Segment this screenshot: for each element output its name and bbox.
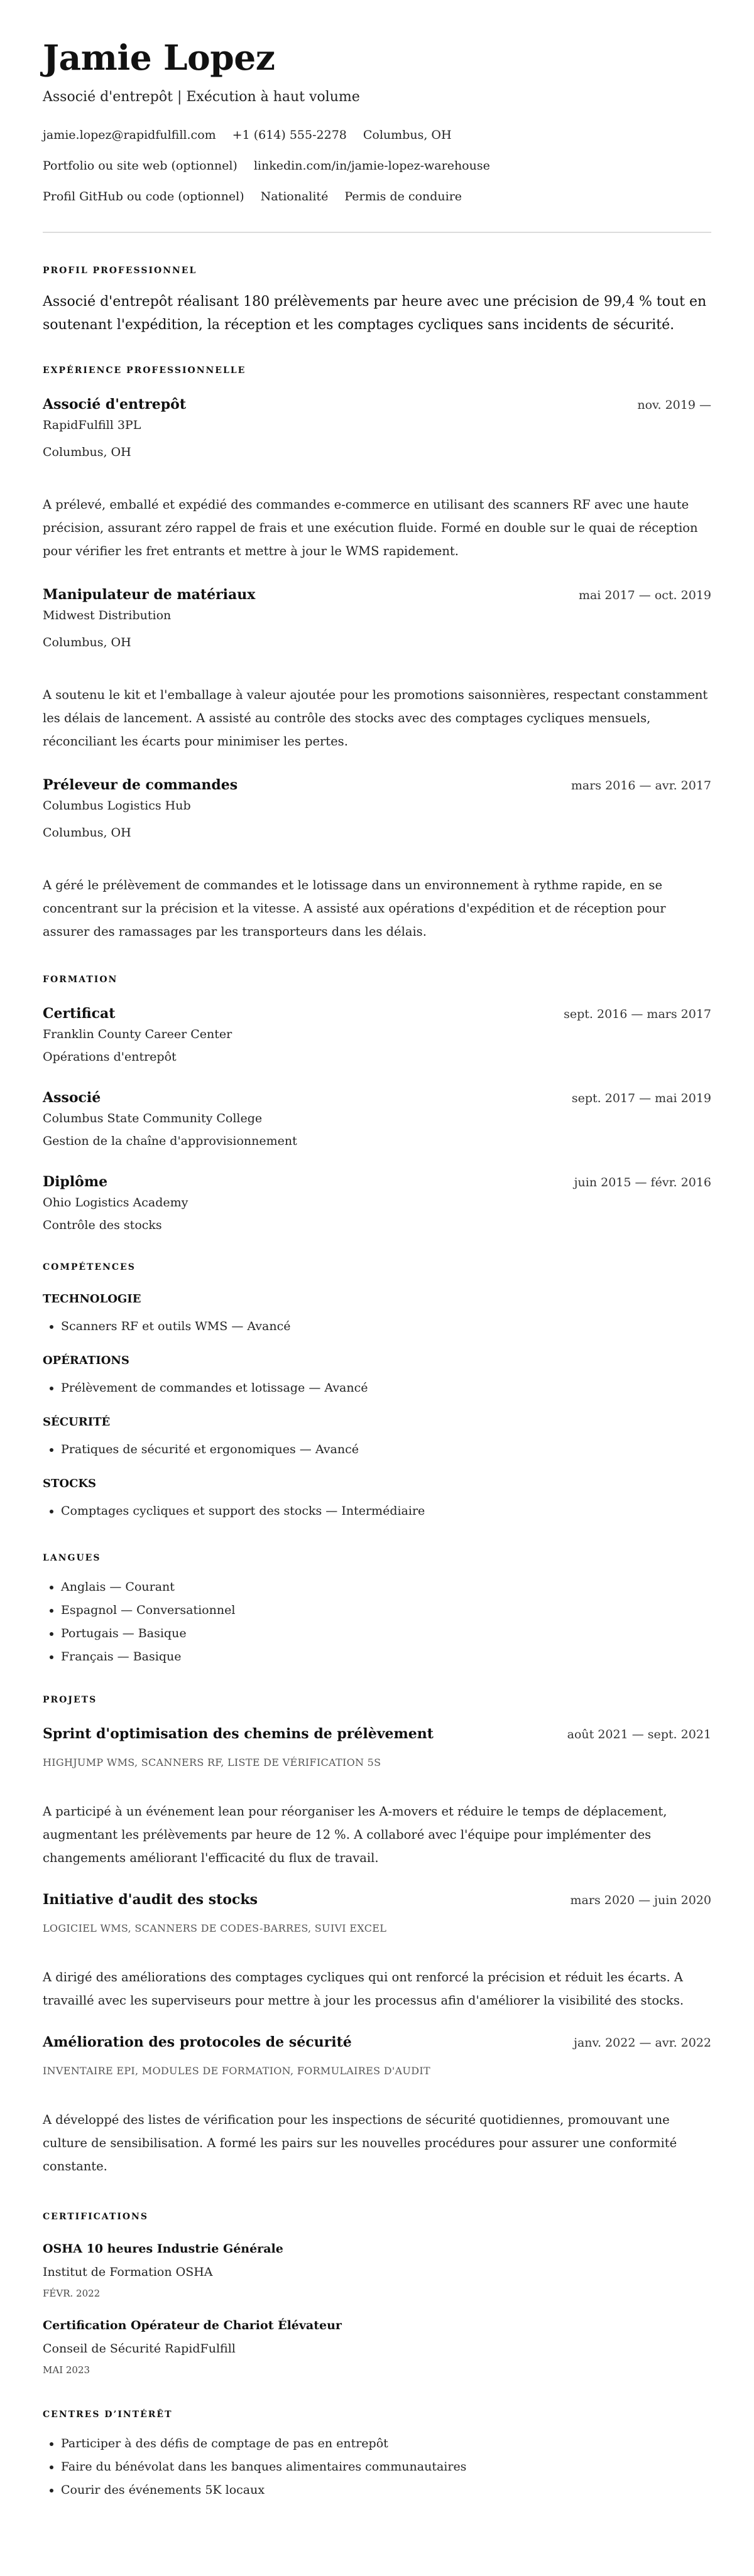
portfolio-link[interactable]: Portfolio ou site web (optionnel) (43, 159, 238, 173)
education-entry (43, 1004, 711, 1068)
company: RapidFulfill 3PL (43, 418, 141, 432)
language-item: • Espagnol — Conversationnel (61, 1599, 711, 1622)
section-heading: COMPÉTENCES (43, 1262, 136, 1272)
certification-entry (43, 2316, 711, 2378)
contact-row (43, 126, 711, 144)
field-of-study: Gestion de la chaîne d'approvisionnement (43, 1134, 297, 1148)
certification-title: OSHA 10 heures Industrie Générale (43, 2242, 283, 2256)
candidate-name: Jamie Lopez (43, 37, 275, 78)
project-title: Sprint d'optimisation des chemins de prélèvement (43, 1726, 434, 1742)
project-dates: mars 2020 — juin 2020 (570, 1893, 711, 1907)
project-title: Amélioration des protocoles de sécurité (43, 2034, 352, 2050)
certification-issuer: Conseil de Sécurité RapidFulfill (43, 2342, 236, 2356)
certifications-section (43, 2211, 711, 2378)
interests-section (43, 2408, 711, 2502)
certification-title: Certification Opérateur de Chariot Élévateur (43, 2319, 342, 2332)
company: Midwest Distribution (43, 609, 172, 622)
job-entry (43, 395, 711, 563)
job-location: Columbus, OH (43, 445, 131, 459)
summary-section (43, 264, 711, 337)
skill-list (43, 1377, 711, 1399)
skill-category: TECHNOLOGIE (43, 1292, 141, 1306)
school: Franklin County Career Center (43, 1027, 232, 1041)
field-of-study: Opérations d'entrepôt (43, 1050, 177, 1064)
education-section (43, 973, 711, 1236)
education-dates: sept. 2017 — mai 2019 (571, 1091, 711, 1105)
project-description: A développé des listes de vérification pour les inspections de sécurité quotidiennes, promouvant une culture de sensibilisation. A formé les pairs sur les nouvelles procédures pour assurer une conformité constante. (43, 2113, 677, 2173)
contact-row (43, 187, 711, 206)
projects-section (43, 1694, 711, 2178)
language-list (43, 1576, 711, 1669)
skill-item: • Prélèvement de commandes et lotissage — Avancé (61, 1377, 711, 1399)
language-item: • Français — Basique (61, 1645, 711, 1669)
job-location: Columbus, OH (43, 826, 131, 840)
section-heading: PROJETS (43, 1695, 97, 1705)
interest-list (43, 2432, 711, 2502)
linkedin-link[interactable]: linkedin.com/in/jamie-lopez-warehouse (253, 159, 490, 173)
project-entry (43, 1724, 711, 1870)
skill-category: STOCKS (43, 1477, 97, 1490)
languages-section (43, 1552, 711, 1669)
email-link[interactable]: jamie.lopez@rapidfulfill.com (43, 128, 216, 142)
skill-item: • Comptages cycliques et support des stocks — Intermédiaire (61, 1500, 711, 1522)
education-entry (43, 1172, 711, 1236)
job-title: Préleveur de commandes (43, 777, 238, 793)
school: Columbus State Community College (43, 1112, 263, 1125)
experience-section (43, 364, 711, 943)
skill-item: • Scanners RF et outils WMS — Avancé (61, 1316, 711, 1337)
degree: Certificat (43, 1005, 116, 1022)
github-link[interactable]: Profil GitHub ou code (optionnel) (43, 190, 244, 203)
project-dates: août 2021 — sept. 2021 (567, 1728, 711, 1741)
drivers-license: Permis de conduire (344, 190, 462, 203)
job-description: A soutenu le kit et l'emballage à valeur ajoutée pour les promotions saisonnières, respectant constamment les délais de lancement. A assisté au contrôle des stocks avec des comptages cycliques mensuels, réconciliant les écarts pour minimiser les pertes. (43, 688, 708, 749)
project-tech: LOGICIEL WMS, SCANNERS DE CODES-BARRES, SUIVI EXCEL (43, 1922, 387, 1934)
project-dates: janv. 2022 — avr. 2022 (574, 2036, 711, 2050)
project-entry (43, 1890, 711, 2012)
section-heading: PROFIL PROFESSIONNEL (43, 266, 197, 276)
interest-item: • Participer à des défis de comptage de pas en entrepôt (61, 2432, 711, 2455)
job-title: Manipulateur de matériaux (43, 587, 256, 603)
section-heading: EXPÉRIENCE PROFESSIONNELLE (43, 365, 246, 376)
headline: Associé d'entrepôt | Exécution à haut volume (43, 89, 360, 105)
section-heading: CERTIFICATIONS (43, 2212, 148, 2222)
job-dates: mars 2016 — avr. 2017 (571, 779, 711, 793)
field-of-study: Contrôle des stocks (43, 1218, 162, 1232)
project-description: A dirigé des améliorations des comptages cycliques qui ont renforcé la précision et réduit les écarts. A travaillé avec les superviseurs pour mettre à jour les processus afin d'améliorer la visibilité des stocks. (43, 1970, 684, 2008)
certification-date: FÉVR. 2022 (43, 2288, 101, 2299)
language-item: • Anglais — Courant (61, 1576, 711, 1599)
job-description: A géré le prélèvement de commandes et le lotissage dans un environnement à rythme rapide, en se concentrant sur la précision et la vitesse. A assisté aux opérations d'expédition et de réception pour assurer des ramassages par les transporteurs dans les délais. (43, 878, 666, 939)
contact-row (43, 156, 711, 175)
interest-item: • Faire du bénévolat dans les banques alimentaires communautaires (61, 2455, 711, 2479)
interest-item: • Courir des événements 5K locaux (61, 2479, 711, 2502)
education-dates: sept. 2016 — mars 2017 (564, 1007, 711, 1021)
section-heading: CENTRES D’INTÉRÊT (43, 2410, 173, 2420)
job-dates: nov. 2019 — (637, 398, 711, 412)
education-entry (43, 1088, 711, 1152)
header-divider (43, 232, 711, 233)
phone: +1 (614) 555-2278 (232, 128, 347, 142)
certification-date: MAI 2023 (43, 2364, 90, 2376)
section-heading: LANGUES (43, 1553, 101, 1563)
certification-issuer: Institut de Formation OSHA (43, 2265, 213, 2279)
project-tech: HIGHJUMP WMS, SCANNERS RF, LISTE DE VÉRIFICATION 5S (43, 1756, 381, 1768)
company: Columbus Logistics Hub (43, 799, 191, 813)
education-dates: juin 2015 — févr. 2016 (574, 1176, 711, 1189)
project-tech: INVENTAIRE EPI, MODULES DE FORMATION, FORMULAIRES D'AUDIT (43, 2065, 430, 2077)
skill-list (43, 1500, 711, 1522)
section-heading: FORMATION (43, 975, 118, 985)
location: Columbus, OH (363, 128, 452, 142)
skill-list (43, 1439, 711, 1460)
language-item: • Portugais — Basique (61, 1622, 711, 1645)
skill-category: OPÉRATIONS (43, 1354, 129, 1367)
certification-entry (43, 2239, 711, 2302)
school: Ohio Logistics Academy (43, 1196, 188, 1210)
project-title: Initiative d'audit des stocks (43, 1891, 258, 1908)
job-title: Associé d'entrepôt (43, 396, 187, 413)
job-entry (43, 585, 711, 753)
summary-text: Associé d'entrepôt réalisant 180 prélèvements par heure avec une précision de 99,4 % tout en soutenant l'expédition, la réception et les comptages cycliques sans incidents de sécurité. (43, 294, 707, 333)
project-description: A participé à un événement lean pour réorganiser les A-movers et réduire le temps de déplacement, augmentant les prélèvements par heure de 12 %. A collaboré avec l'équipe pour implémenter des changements améliorant l'efficacité du flux de travail. (43, 1804, 667, 1865)
job-description: A prélevé, emballé et expédié des commandes e-commerce en utilisant des scanners RF avec une haute précision, assurant zéro rappel de frais et une exécution fluide. Formé en double sur le quai de réception pour vérifier les fret entrants et mettre à jour le WMS rapidement. (43, 497, 698, 558)
job-dates: mai 2017 — oct. 2019 (578, 588, 711, 602)
skill-list (43, 1316, 711, 1337)
project-entry (43, 2033, 711, 2178)
skill-category: SÉCURITÉ (43, 1415, 111, 1429)
nationality: Nationalité (260, 190, 329, 203)
skills-section (43, 1261, 711, 1522)
degree: Diplôme (43, 1174, 108, 1190)
skill-item: • Pratiques de sécurité et ergonomiques — Avancé (61, 1439, 711, 1460)
degree: Associé (43, 1090, 101, 1106)
resume-header (43, 38, 711, 206)
job-entry (43, 776, 711, 943)
job-location: Columbus, OH (43, 636, 131, 649)
